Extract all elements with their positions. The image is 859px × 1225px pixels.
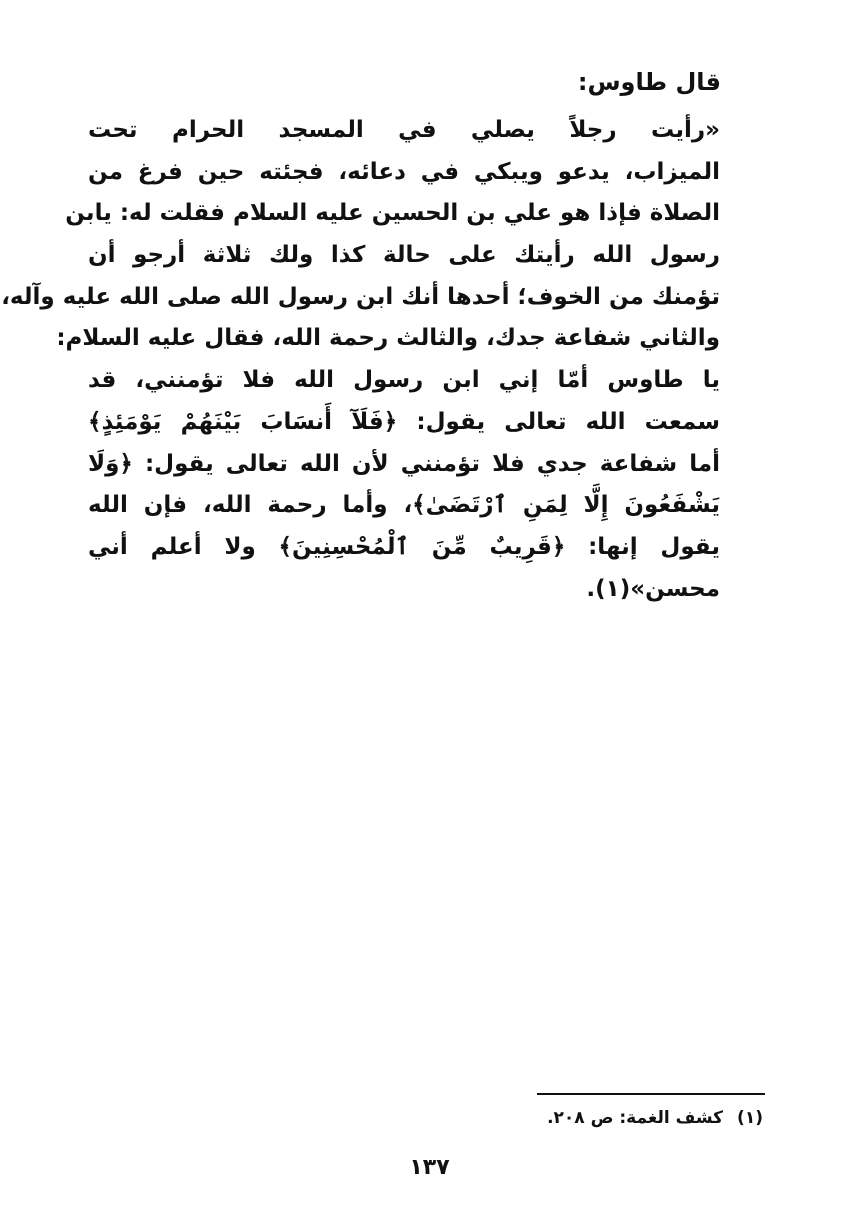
section-heading: قال طاوس: — [577, 68, 721, 96]
body-line: يا طاوس أمّا إني ابن رسول الله فلا تؤمنني، قد — [88, 367, 720, 394]
body-paragraph — [1, 110, 720, 610]
body-line: يقول إنها: ﴿قَرِيبٌ مِّنَ ٱلْمُحْسِنِينَ﴾ ولا أعلم أني — [88, 533, 720, 560]
body-line: رسول الله رأيتك على حالة كذا ولك ثلاثة أرجو أن — [88, 242, 720, 269]
page-number: ١٣٧ — [409, 1155, 450, 1180]
footnote-marker: (١) — [737, 1108, 763, 1128]
body-line: أما شفاعة جدي فلا تؤمنني لأن الله تعالى يقول: ﴿وَلَا — [88, 450, 720, 477]
footnote — [547, 1104, 763, 1132]
body-line: تؤمنك من الخوف؛ أحدها أنك ابن رسول الله صلى الله عليه وآله، — [1, 283, 720, 310]
body-line: والثاني شفاعة جدك، والثالث رحمة الله، فقال عليه السلام: — [56, 325, 720, 352]
body-line: الميزاب، يدعو ويبكي في دعائه، فجئته حين فرغ من — [88, 158, 720, 185]
body-line: محسن»(١). — [586, 575, 720, 602]
body-line: «رأيت رجلاً يصلي في المسجد الحرام تحت — [88, 117, 720, 143]
body-line: الصلاة فإذا هو علي بن الحسين عليه السلام فقلت له: يابن — [65, 200, 720, 227]
body-line: سمعت الله تعالى يقول: ﴿فَلَآ أَنسَابَ بَيْنَهُمْ يَوْمَئِذٍ﴾ — [88, 408, 720, 435]
footnote-divider — [537, 1093, 765, 1095]
body-line: يَشْفَعُونَ إِلَّا لِمَنِ ٱرْتَضَىٰ﴾، وأما رحمة الله، فإن الله — [88, 492, 720, 519]
footnote-text: كشف الغمة: ص ٢٠٨. — [547, 1108, 724, 1128]
